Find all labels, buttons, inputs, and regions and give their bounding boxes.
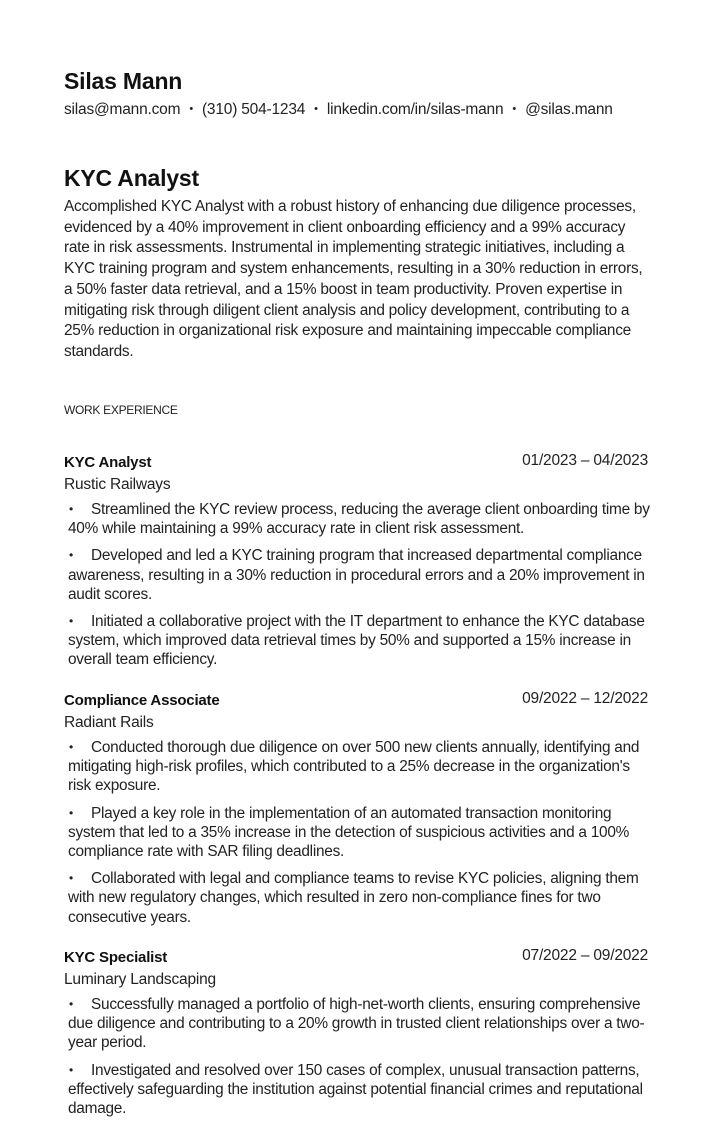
bullet-dot: •	[69, 997, 73, 1011]
bullet-text: Streamlined the KYC review process, reducing the average client onboarding time by 40% while maintaining a 99% accuracy rate in client risk assessment.	[68, 501, 650, 538]
bullet-text: Played a key role in the implementation of an automated transaction monitoring system that led to a 35% increase in the detection of suspicious activities and a 100% compliance rate with SAR filing deadlines.	[68, 804, 630, 861]
bullet-dot: •	[69, 1062, 73, 1077]
contact-email[interactable]: silas@mann.com	[64, 101, 181, 118]
job-dates: 09/2022 – 12/2022	[522, 690, 648, 707]
job-bullet	[68, 738, 652, 796]
job-header	[64, 452, 648, 475]
contact-phone: (310) 504-1234	[201, 101, 306, 118]
job-bullets	[64, 995, 648, 1118]
bullet-text: Collaborated with legal and compliance teams to revise KYC policies, aligning them with new regulatory changes, which resulted in zero non-compliance fines for two consecutive years.	[68, 870, 639, 926]
section-heading-work-experience: WORK EXPERIENCE	[64, 403, 178, 417]
bullet-text: Investigated and resolved over 150 cases of complex, unusual transaction patterns, effectively safeguarding the institution against potential financial crimes and reputational damage.	[68, 1061, 643, 1118]
job-bullet	[68, 804, 652, 862]
job-bullet	[68, 869, 652, 927]
separator-dot: •	[314, 103, 318, 115]
job-entry	[64, 452, 648, 678]
job-entry	[64, 947, 648, 1126]
job-bullet	[68, 995, 652, 1053]
job-company: Rustic Railways	[64, 476, 171, 493]
bullet-dot: •	[69, 548, 73, 563]
job-dates: 01/2023 – 04/2023	[522, 452, 648, 469]
job-bullet	[68, 500, 652, 538]
job-title: KYC Analyst	[64, 454, 152, 471]
profile-title: KYC Analyst	[64, 165, 199, 191]
job-bullets	[64, 738, 648, 927]
profile-summary: Accomplished KYC Analyst with a robust history of enhancing due diligence processes, evidenced by a 40% improvement in client onboarding efficiency and a 99% accuracy rate in risk assessments. Instrumental in implementing strategic initiatives, including a KYC training program and system enhancements, resulting in a 30% reduction in errors, a 50% faster data retrieval, and a 15% boost in team productivity. Proven expertise in mitigating risk through diligent client analysis and policy development, contributing to a 25% reduction in organizational risk exposure and maintaining impeccable compliance standards.	[64, 198, 643, 360]
job-bullet	[68, 546, 652, 604]
contact-linkedin[interactable]: linkedin.com/in/silas-mann	[326, 101, 504, 118]
job-title: KYC Specialist	[64, 949, 168, 966]
job-entry	[64, 690, 648, 935]
job-header	[64, 947, 648, 970]
bullet-text: Successfully managed a portfolio of high-net-worth clients, ensuring comprehensive due diligence and contributing to a 20% growth in trusted client relationships over a two-year period.	[68, 996, 645, 1052]
bullet-dot: •	[69, 614, 73, 629]
bullet-text: Conducted thorough due diligence on over 500 new clients annually, identifying and mitigating high-risk profiles, which contributed to a 25% decrease in the organization's risk exposure.	[68, 739, 640, 795]
bullet-text: Developed and led a KYC training program that increased departmental compliance awareness, resulting in a 30% reduction in procedural errors and a 20% improvement in audit scores.	[68, 547, 645, 603]
bullet-dot: •	[69, 502, 73, 516]
bullet-text: Initiated a collaborative project with the IT department to enhance the KYC database system, which improved data retrieval times by 50% and supported a 15% increase in overall team efficiency.	[68, 613, 645, 669]
job-company: Luminary Landscaping	[64, 971, 216, 988]
bullet-dot: •	[69, 871, 73, 886]
job-company: Radiant Rails	[64, 714, 154, 731]
job-title: Compliance Associate	[64, 692, 220, 709]
job-header	[64, 690, 648, 713]
job-dates: 07/2022 – 09/2022	[522, 947, 648, 964]
bullet-dot: •	[69, 740, 73, 754]
separator-dot: •	[189, 103, 193, 115]
contact-handle: @silas.mann	[525, 101, 613, 118]
candidate-name: Silas Mann	[64, 68, 183, 94]
separator-dot: •	[512, 103, 517, 115]
job-bullet	[68, 612, 652, 670]
bullet-dot: •	[69, 805, 73, 820]
job-bullets	[64, 500, 648, 670]
contact-line	[64, 101, 613, 119]
